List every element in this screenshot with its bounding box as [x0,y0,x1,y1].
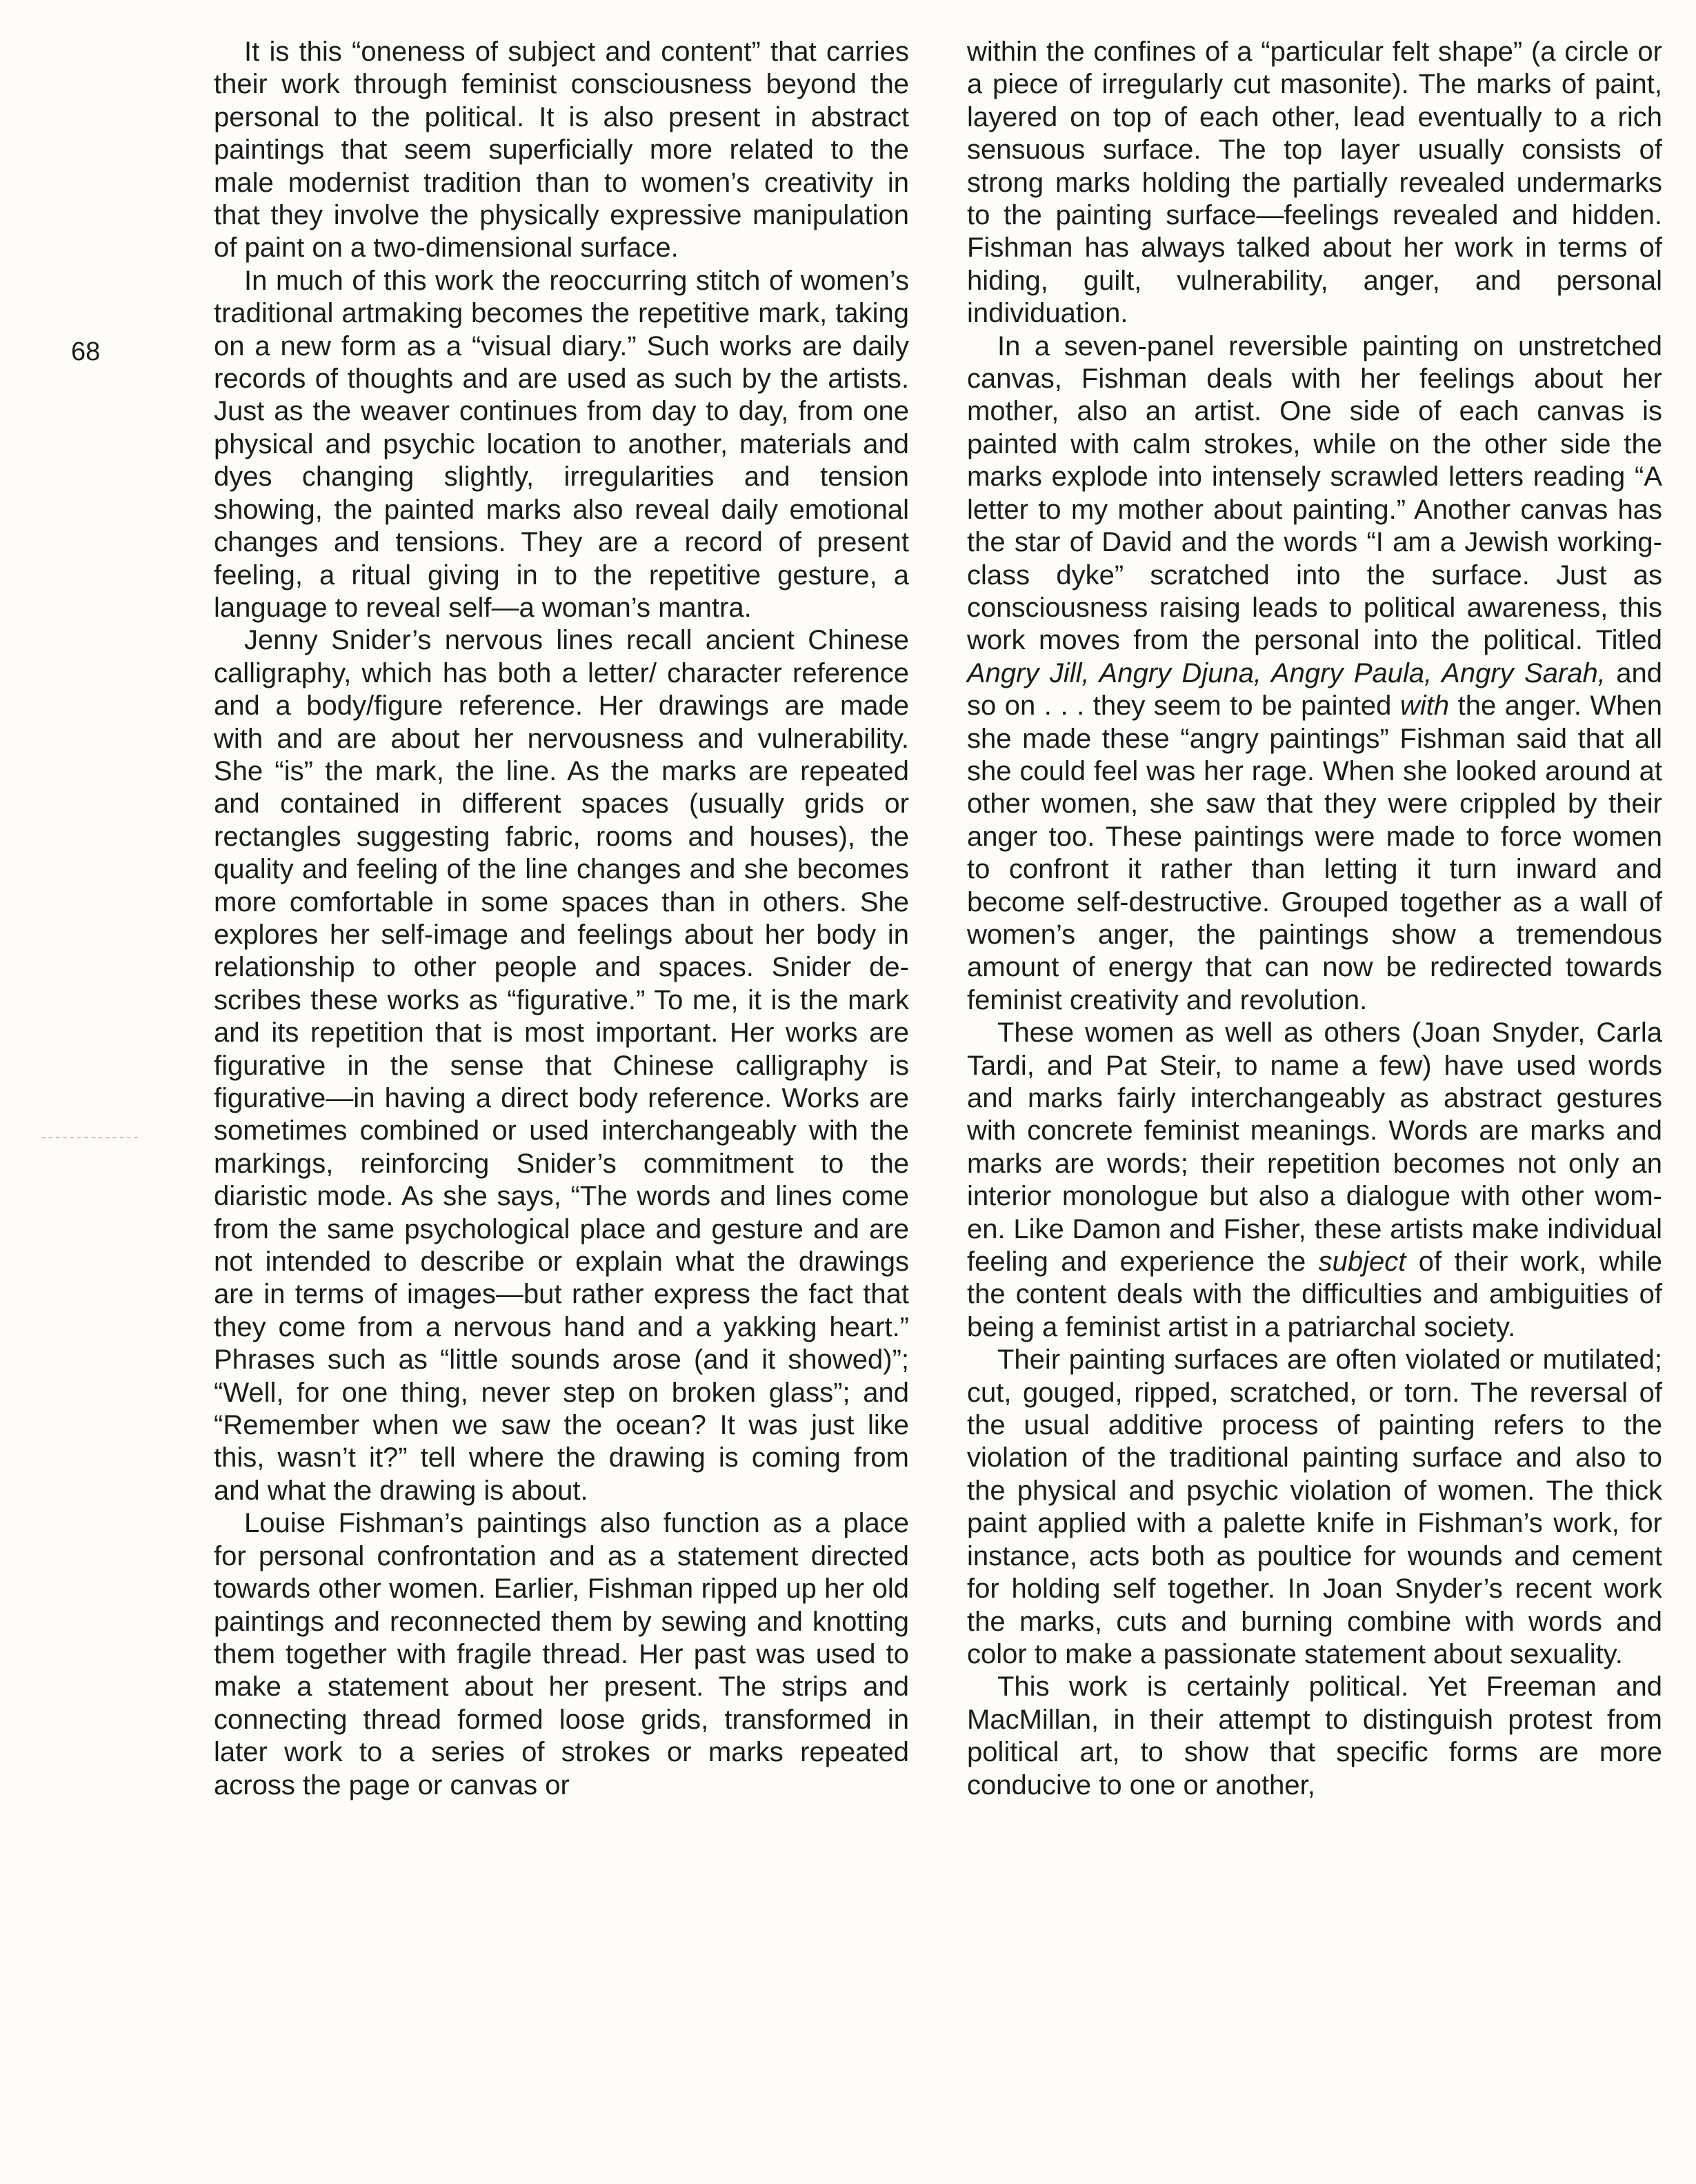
paragraph-words-and-marks [967,1017,1662,1344]
left-column [214,36,909,1802]
angry-titles: Angry Jill, Angry Djuna, Angry Paula, Angry Sarah, [967,657,1606,688]
angry-text-middle: and so on . . . they seem to be painted [967,657,1662,722]
paragraph-reoccurring-stitch: In much of this work the reoccurring stitch of women’s traditional artmaking becomes the repetitive mark, taking on a new form as a “visual diary.” Such works are daily records of thoughts and are used as such by the artists. Just as the weaver continues from day to day, from one physical and psychic location to another, materials and dyes changing slightly, irregularities and tension showing, the painted marks also reveal daily emotional changes and tensions. They are a record of present feeling, a ritual giving in to the repetitive gesture, a language to reveal self—a woman’s mantra. [214,265,909,623]
page-number: 68 [71,337,101,366]
paragraph-jenny-snider: Jenny Snider’s nervous lines recall ancient Chinese calligraphy, which has both a letter/ character reference and a body/figure reference. Her drawings are made with and are about her nervousness and vulnerability. She “is” the mark, the line. As the marks are repeated and contained in different spaces (usually grids or rectangles suggesting fabric, rooms and houses), the quality and feeling of the line changes and she becomes more comfortable in some spaces than in others. She explores her self-image and feelings about her body in relationship to other people and spaces. Snider describes these works as “figurative.” To me, it is the mark and its repetition that is most important. Her works are figurative in the sense that Chinese calligraphy is figurative—in having a direct body reference. Works are sometimes combined or used interchangeably with the markings, reinforcing Snider’s commitment to the diaristic mode. As she says, “The words and lines come from the same psychological place and gesture and are not intended to describe or explain what the drawings are in terms of images—but rather express the fact that they come from a nervous hand and a yakking heart.” Phrases such as “little sounds arose (and it showed)”; “Well, for one thing, never step on broken glass”; and “Remember when we saw the ocean? It was just like this, wasn’t it?” tell where the drawing is coming from and what the drawing is about. [214,625,909,1506]
angry-text-after: the anger. When she made these “angry paintings” Fishman said that all she could feel was her rage. When she looked around at other women, she saw that they were crippled by their anger too. These paintings were made to force women to confront it rather than letting it turn inward and become self-destructive. Grouped together as a wall of women’s anger, the paintings show a tremendous amount of energy that can now be redirected towards feminist creativity and revolution. [967,691,1662,1015]
paragraph-painting-surfaces: Their painting surfaces are often violated or mutilated; cut, gouged, ripped, scratched, or torn. The reversal of the usual additive process of painting refers to the violation of the traditional painting surface and also to the physical and psychic violation of women. The thick paint applied with a palette knife in Fishman’s work, for instance, acts both as poultice for wounds and cement for holding self together. In Joan Snyder’s recent work the marks, cuts and burning combine with words and color to make a passionate statement about sexuality. [967,1344,1662,1669]
angry-text-before: In a seven-panel reversible painting on unstretched canvas, Fishman deals with her feelings about her mother, also an artist. One side of each canvas is painted with calm strokes, while on the other side the marks explode into intensely scrawled letters reading “A letter to my mother about painting.” Another canvas has the star of David and the words “I am a Jewish working-class dyke” scratched into the surface. Just as consciousness raising leads to political awareness, this work moves from the personal into the political. Titled [967,330,1662,656]
emphasis-with: with [1399,691,1450,722]
paragraph-oneness: It is this “oneness of subject and content” that carries their work through feminist consciousness beyond the personal to the political. It is also present in abstract paintings that seem superficially more related to the male modernist tradition than to women’s creativity in that they involve the physically expressive manipulation of paint on a two-dimensional surface. [214,37,909,264]
paragraph-political: This work is certainly political. Yet Freeman and MacMillan, in their attempt to distinguish protest from political art, to show that specific forms are more conducive to one or another, [967,1671,1662,1800]
paragraph-louise-fishman: Louise Fishman’s paintings also function as a place for personal confrontation and as a statement directed towards other women. Earlier, Fishman ripped up her old paintings and reconnected them by sewing and knotting them together with fragile thread. Her past was used to make a statement about her present. The strips and connecting thread formed loose grids, transformed in later work to a series of strokes or marks repeated across the page or canvas or [214,1508,909,1800]
scan-artifact-mark [41,1137,138,1141]
words-text-after: of their work, while the content deals with the difficulties and ambiguities of being a feminist artist in a patriarchal society. [967,1247,1662,1342]
paragraph-continuation: within the confines of a “particular felt shape” (a circle or a piece of irregularly cut masonite). The marks of paint, layered on top of each other, lead eventually to a rich sensuous surface. The top layer usually consists of strong marks holding the partially revealed undermarks to the painting surface—feelings revealed and hidden. Fishman has always talked about her work in terms of hiding, guilt, vulnerability, anger, and personal individuation. [967,37,1662,329]
emphasis-subject: subject [1318,1247,1406,1278]
words-text-before: These women as well as others (Joan Snyder, Carla Tardi, and Pat Steir, to name a few) have used words and marks fairly interchangeably as abstract gestures with concrete feminist meanings. Words are marks and marks are words; their repetition becomes not only an interior monologue but also a dialogue with other women. Like Damon and Fisher, these artists make individual feeling and experience the [967,1017,1662,1278]
paragraph-angry-paintings [967,330,1662,1017]
right-column [967,36,1662,1802]
